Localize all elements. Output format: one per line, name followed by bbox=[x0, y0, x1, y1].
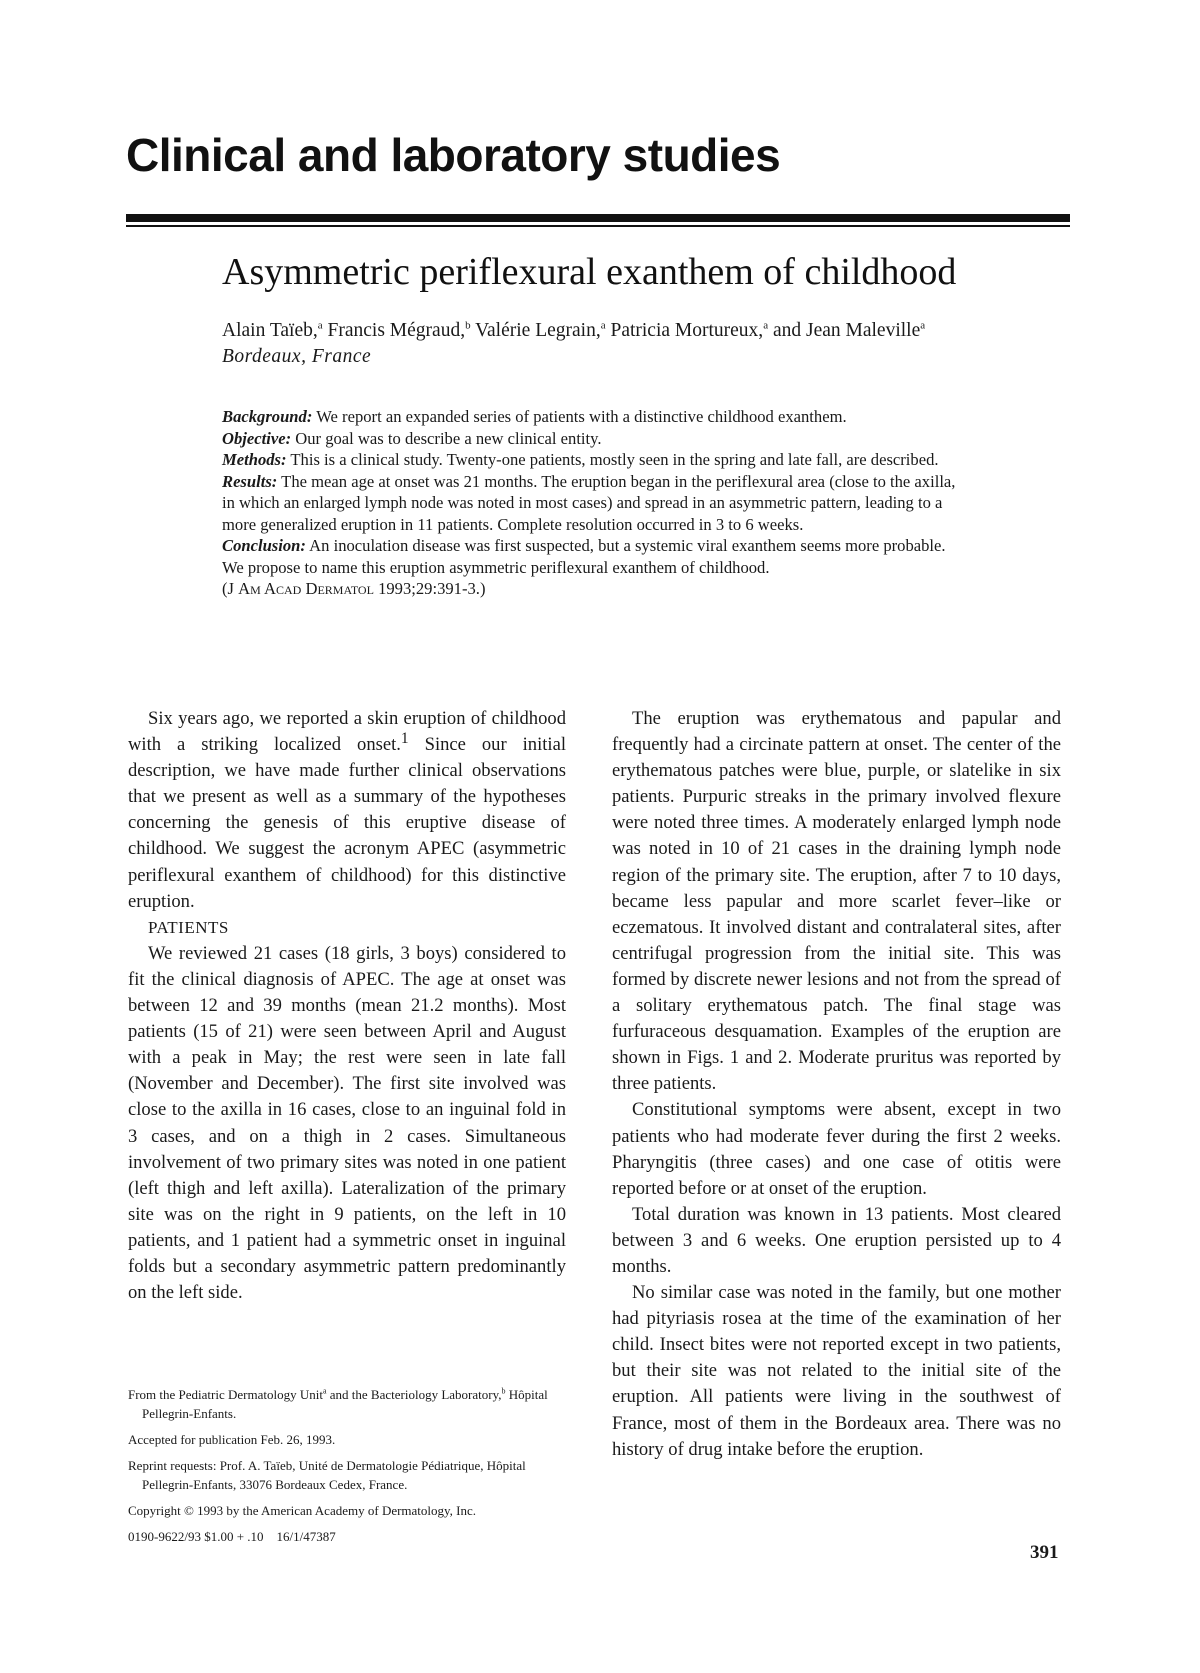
abstract-text: This is a clinical study. Twenty-one patients, mostly seen in the spring and late fall, are described. bbox=[286, 450, 939, 469]
author-name: Francis Mégraud, bbox=[322, 320, 466, 341]
body-column-left bbox=[128, 706, 566, 1306]
footnote-sup: b bbox=[501, 1386, 506, 1396]
author-name: Valérie Legrain, bbox=[470, 320, 601, 341]
abstract-objective bbox=[222, 428, 964, 450]
author-name: Patricia Mortureux, bbox=[605, 320, 764, 341]
body-paragraph-intro bbox=[128, 706, 566, 915]
abstract-text: The mean age at onset was 21 months. The eruption began in the periflexural area (close to the axilla, in which an enlarged lymph node was noted in most cases) and spread in an asymmetric pattern, leading to a more generalized eruption in 11 patients. Complete resolution occurred in 3 to 6 weeks. bbox=[222, 471, 956, 534]
citation-volume: 1993;29:391-3.) bbox=[373, 579, 486, 598]
abstract-label: Conclusion: bbox=[222, 536, 306, 555]
citation-journal: Am Acad Dermatol bbox=[238, 579, 374, 598]
abstract-text: An inoculation disease was first suspected, but a systemic viral exanthem seems more probable. We propose to name this eruption asymmetric periflexural exanthem of childhood. bbox=[222, 536, 946, 577]
abstract-conclusion bbox=[222, 535, 964, 578]
reference-marker: 1 bbox=[400, 729, 409, 747]
author-name: Alain Taïeb, bbox=[222, 320, 318, 341]
body-paragraph: No similar case was noted in the family, but one mother had pityriasis rosea at the time of the examination of her child. Insect bites were not reported except in two patients, but their site was not related to the initial site of the eruption. All patients were living in the southwest of France, most of them in the Bordeaux area. There was no history of drug intake before the eruption. bbox=[612, 1282, 1061, 1460]
body-paragraph: Total duration was known in 13 patients. Most cleared between 3 and 6 weeks. One eruption persisted up to 4 months. bbox=[612, 1203, 1061, 1277]
footnote-text: and the Bacteriology Laboratory, bbox=[326, 1387, 502, 1402]
body-paragraph: The eruption was erythematous and papular and frequently had a circinate pattern at onset. The center of the erythematous patches were blue, purple, or slatelike in six patients. Purpuric streaks in the primary involved flexure were noted three times. A moderately enlarged lymph node was noted in 10 of 21 cases in the draining lymph node region of the primary site. The eruption, after 7 to 10 days, became less papular and more scarlet fever–like or eczematous. It involved distant and contralateral sites, after centrifugal progression from the initial site. This was formed by discrete newer lesions and not from the spread of a solitary erythematous patch. The final stage was furfuraceous desquamation. Examples of the eruption are shown in Figs. 1 and 2. Moderate pruritus was reported by three patients. bbox=[612, 708, 1061, 1095]
abstract-results bbox=[222, 471, 964, 536]
abstract-methods bbox=[222, 449, 964, 471]
footnote-text: Hôpital Pellegrin-Enfants. bbox=[142, 1387, 548, 1421]
footnote-sup: a bbox=[322, 1386, 327, 1396]
footnote-reprint: Reprint requests: Prof. A. Taïeb, Unité de Dermatologie Pédiatrique, Hôpital Pellegrin-Enfants, 33076 Bordeaux Cedex, France. bbox=[128, 1458, 526, 1492]
abstract-background bbox=[222, 406, 964, 428]
author-name: and Jean Maleville bbox=[768, 320, 921, 341]
body-paragraph-patients: We reviewed 21 cases (18 girls, 3 boys) considered to fit the clinical diagnosis of APEC. The age at onset was between 12 and 39 months (mean 21.2 months). Most patients (15 of 21) were seen between April and August with a peak in May; the rest were seen in late fall (November and December). The first site involved was close to the axilla in 16 cases, close to an inguinal fold in 3 cases, and on a thigh in 2 cases. Simultaneous involvement of two primary sites was noted in one patient (left thigh and left axilla). Lateralization of the primary site was on the right in 9 patients, on the left in 10 patients, and 1 patient had a symmetric onset in inguinal folds but a secondary asymmetric pattern predominantly on the left side. bbox=[128, 942, 566, 1304]
header-rule-thin bbox=[126, 225, 1070, 227]
body-text: Since our initial description, we have made further clinical observations that we present as well as a summary of the hypotheses concerning the genesis of this eruptive disease of childhood. We suggest the acronym APEC (asymmetric periflexural exanthem of childhood) for this distinctive eruption. bbox=[128, 734, 566, 912]
citation bbox=[222, 578, 964, 600]
author-affiliation: a bbox=[763, 319, 769, 332]
author-list bbox=[222, 320, 925, 342]
author-affiliation: a bbox=[600, 319, 606, 332]
body-text: Six years ago, we reported a skin eruption of childhood with a striking localized onset. bbox=[128, 708, 566, 756]
header-rule-thick bbox=[126, 214, 1070, 222]
abstract-text: Our goal was to describe a new clinical entity. bbox=[291, 428, 602, 448]
abstract bbox=[222, 406, 964, 600]
abstract-label: Results: bbox=[222, 471, 278, 491]
article-title: Asymmetric periflexural exanthem of childhood bbox=[222, 251, 957, 293]
abstract-text: We report an expanded series of patients with a distinctive childhood exanthem. bbox=[312, 407, 847, 426]
abstract-label: Objective: bbox=[222, 428, 292, 448]
footnotes bbox=[128, 1385, 568, 1553]
author-affiliation: b bbox=[465, 319, 471, 332]
footnote-copyright: Copyright © 1993 by the American Academy of Dermatology, Inc. bbox=[128, 1503, 477, 1518]
page-number: 391 bbox=[1030, 1542, 1059, 1563]
abstract-label: Methods: bbox=[222, 450, 287, 469]
author-affiliation: a bbox=[317, 319, 323, 332]
footnote-issn: 0190-9622/93 $1.00 + .10 16/1/47387 bbox=[128, 1529, 336, 1544]
footnote-affiliation bbox=[128, 1385, 568, 1423]
footnote-text: From the Pediatric Dermatology Unit bbox=[128, 1387, 323, 1402]
author-affiliation: a bbox=[920, 319, 926, 332]
abstract-label: Background: bbox=[222, 407, 313, 426]
body-paragraph: Constitutional symptoms were absent, except in two patients who had moderate fever during the first 2 weeks. Pharyngitis (three cases) and one case of otitis were reported before or at onset of the eruption. bbox=[612, 1099, 1061, 1199]
footnote-accepted: Accepted for publication Feb. 26, 1993. bbox=[128, 1432, 336, 1447]
citation-prefix: (J bbox=[222, 579, 239, 598]
author-location: Bordeaux, France bbox=[222, 346, 372, 367]
section-header: Clinical and laboratory studies bbox=[126, 129, 781, 181]
body-column-right bbox=[612, 706, 1061, 1463]
section-heading-patients: PATIENTS bbox=[148, 917, 229, 937]
